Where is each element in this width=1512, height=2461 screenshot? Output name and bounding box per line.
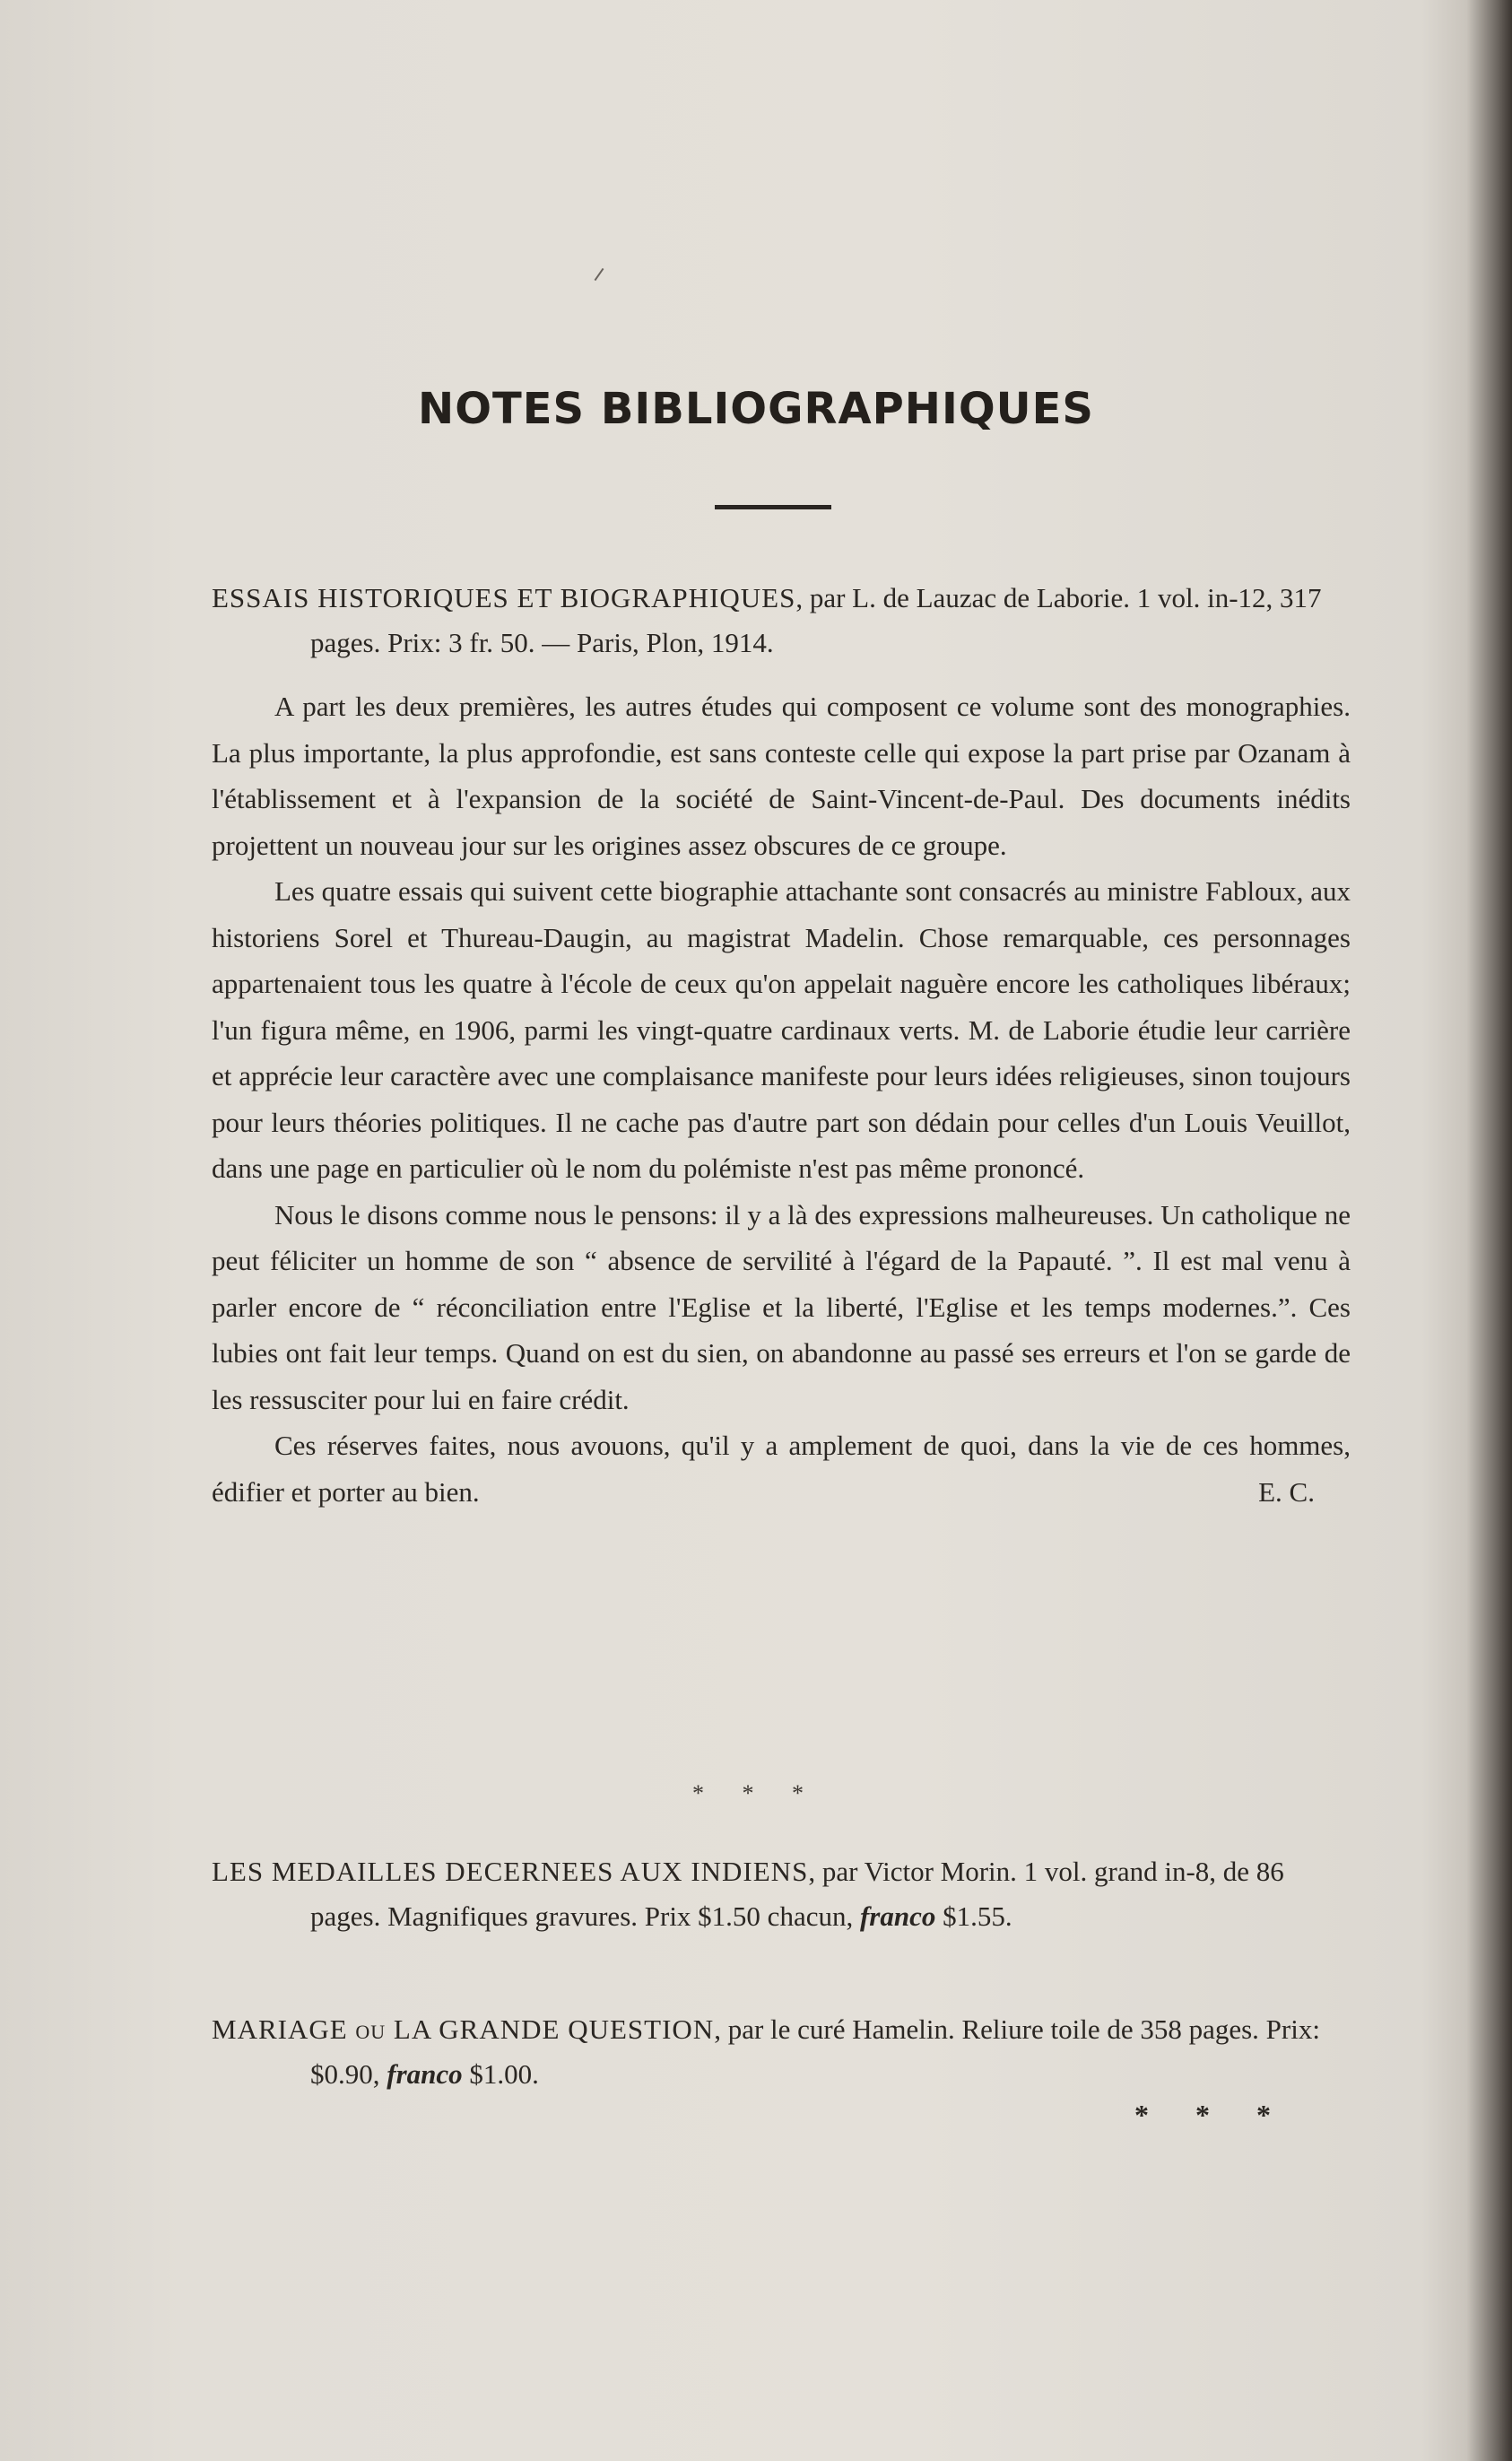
review-signature: E. C. (1258, 1475, 1315, 1508)
entry-title: LES MEDAILLES DECERNEES AUX INDIENS (212, 1856, 809, 1887)
bibliographic-entry-3 (212, 2007, 1351, 2097)
entry-franco-price: $1.00. (462, 2058, 539, 2090)
review-paragraph-1: A part les deux premières, les autres études qui composent ce volume sont des monographies. La plus importante, la plus approfondie, est sans conteste celle qui expose la part prise par Ozanam à l'établissement et à l'expansion de la société de Saint-Vincent-de-Paul. Des documents inédits projettent un nouveau jour sur les origines assez obscures de ce groupe. (212, 691, 1351, 861)
entry-title: MARIAGE ou LA GRANDE QUESTION (212, 2013, 715, 2045)
entry-franco: franco (859, 1900, 936, 1932)
entry-franco: franco (387, 2058, 463, 2090)
entry-details: , par L. de Lauzac de Laborie. 1 vol. in-12, 317 pages. Prix: 3 fr. 50. — Paris, Plon, 1914. (310, 582, 1322, 658)
title-rule (715, 505, 831, 509)
section-separator: * * * (692, 1780, 820, 1806)
end-separator: * * * (1134, 2099, 1290, 2131)
page-title: NOTES BIBLIOGRAPHIQUES (418, 384, 1094, 434)
review-paragraph-3: Nous le disons comme nous le pensons: il y a là des expressions malheureuses. Un catholique ne peut féliciter un homme de son “ absence de servilité à l'égard de la Papauté. ”. Il est mal venu à parler encore de “ réconciliation entre l'Eglise et la liberté, l'Eglise et les temps modernes.”. Ces lubies ont fait leur temps. Quand on est du sien, on abandonne au passé ses erreurs et l'on se garde de les ressusciter pour lui en faire crédit. (212, 1198, 1351, 1415)
entry-title: ESSAIS HISTORIQUES ET BIOGRAPHIQUES (212, 582, 796, 613)
entry-franco-price: $1.55. (935, 1900, 1012, 1932)
review-text (212, 683, 1351, 1515)
review-paragraph-2: Les quatre essais qui suivent cette biographie attachante sont consacrés au ministre Fabloux, aux historiens Sorel et Thureau-Daugin, au magistrat Madelin. Chose remarquable, ces personnages appartenaient tous les quatre à l'école de ceux qu'on appelait naguère encore les catholiques libéraux; l'un figura même, en 1906, parmi les vingt-quatre cardinaux verts. M. de Laborie étudie leur carrière et apprécie leur caractère avec une complaisance manifeste pour leurs idées religieuses, sinon toujours pour leurs théories politiques. Il ne cache pas d'autre part son dédain pour celles d'un Louis Veuillot, dans une page en particulier où le nom du polémiste n'est pas même prononcé. (212, 875, 1351, 1184)
review-paragraph-4: Ces réserves faites, nous avouons, qu'il y a amplement de quoi, dans la vie de ces hommes, édifier et porter au bien. E. C. (212, 1422, 1351, 1515)
entry-details: , par Victor Morin. 1 vol. grand in-8, de 86 pages. Magnifiques gravures. Prix $1.50 chacun, (310, 1856, 1284, 1932)
bibliographic-entry-1 (212, 576, 1351, 665)
bibliographic-entry-2 (212, 1849, 1351, 1939)
entry-details: , par le curé Hamelin. Reliure toile de 358 pages. Prix: $0.90, (310, 2013, 1320, 2090)
pencil-mark (595, 268, 604, 281)
